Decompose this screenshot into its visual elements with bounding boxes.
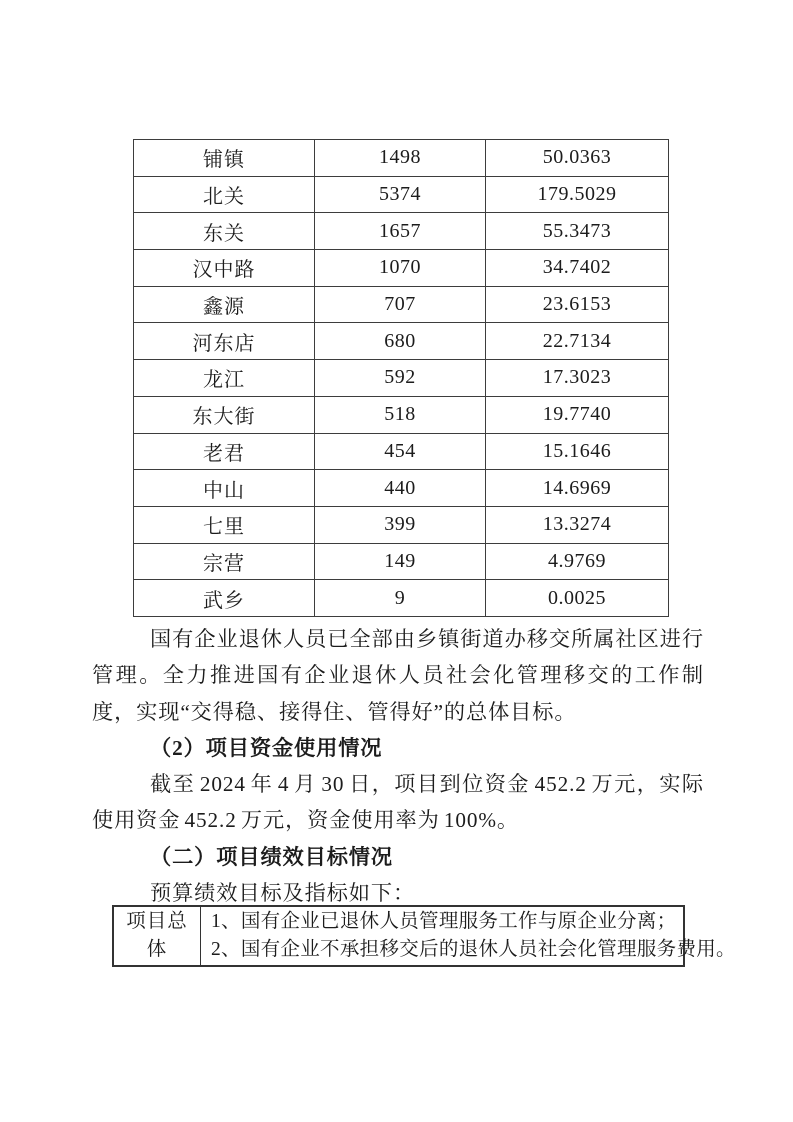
body-text-block xyxy=(92,621,704,911)
amount-cell: 0.0025 xyxy=(486,580,669,617)
goal-item-1: 1、国有企业已退休人员管理服务工作与原企业分离； xyxy=(211,911,677,932)
amount-cell: 34.7402 xyxy=(486,250,669,287)
count-cell: 454 xyxy=(315,433,486,470)
count-cell: 1070 xyxy=(315,250,486,287)
performance-goal-table xyxy=(112,905,736,967)
heading-fund-usage: （2）项目资金使用情况 xyxy=(150,735,383,760)
table-row xyxy=(134,323,669,360)
amount-cell: 13.3274 xyxy=(486,506,669,543)
amount-cell: 19.7740 xyxy=(486,396,669,433)
table-row xyxy=(134,543,669,580)
district-data-table xyxy=(133,139,669,617)
table-row xyxy=(134,470,669,507)
count-cell: 9 xyxy=(315,580,486,617)
goal-label-cell: 项目总体 xyxy=(113,906,201,966)
table-row xyxy=(134,286,669,323)
table-row xyxy=(134,580,669,617)
district-name-cell: 鑫源 xyxy=(134,286,315,323)
district-name-cell: 东关 xyxy=(134,213,315,250)
amount-cell: 50.0363 xyxy=(486,140,669,177)
district-name-cell: 北关 xyxy=(134,176,315,213)
count-cell: 149 xyxy=(315,543,486,580)
count-cell: 680 xyxy=(315,323,486,360)
count-cell: 518 xyxy=(315,396,486,433)
table-row xyxy=(113,906,684,966)
district-name-cell: 武乡 xyxy=(134,580,315,617)
count-cell: 1498 xyxy=(315,140,486,177)
district-name-cell: 汉中路 xyxy=(134,250,315,287)
table-row xyxy=(134,250,669,287)
count-cell: 592 xyxy=(315,360,486,397)
table-row xyxy=(134,396,669,433)
paragraph-fund-detail: 截至 2024 年 4 月 30 日，项目到位资金 452.2 万元，实际使用资金 452.2 万元，资金使用率为 100%。 xyxy=(92,772,704,833)
table-row xyxy=(134,176,669,213)
count-cell: 5374 xyxy=(315,176,486,213)
table-row xyxy=(134,433,669,470)
count-cell: 440 xyxy=(315,470,486,507)
amount-cell: 14.6969 xyxy=(486,470,669,507)
district-name-cell: 中山 xyxy=(134,470,315,507)
amount-cell: 22.7134 xyxy=(486,323,669,360)
amount-cell: 15.1646 xyxy=(486,433,669,470)
table-row xyxy=(134,506,669,543)
table-row xyxy=(134,360,669,397)
amount-cell: 55.3473 xyxy=(486,213,669,250)
district-name-cell: 七里 xyxy=(134,506,315,543)
amount-cell: 17.3023 xyxy=(486,360,669,397)
paragraph-target-intro: 预算绩效目标及指标如下： xyxy=(150,881,416,906)
district-name-cell: 龙江 xyxy=(134,360,315,397)
district-name-cell: 东大街 xyxy=(134,396,315,433)
paragraph-transfer-management: 国有企业退休人员已全部由乡镇街道办移交所属社区进行管理。全力推进国有企业退休人员社会化管理移交的工作制度，实现“交得稳、接得住、管得好”的总体目标。 xyxy=(92,627,704,724)
district-name-cell: 老君 xyxy=(134,433,315,470)
amount-cell: 179.5029 xyxy=(486,176,669,213)
count-cell: 707 xyxy=(315,286,486,323)
count-cell: 399 xyxy=(315,506,486,543)
count-cell: 1657 xyxy=(315,213,486,250)
goal-content-cell xyxy=(201,906,736,966)
heading-performance-target: （二）项目绩效目标情况 xyxy=(150,844,393,869)
district-name-cell: 铺镇 xyxy=(134,140,315,177)
amount-cell: 23.6153 xyxy=(486,286,669,323)
district-name-cell: 河东店 xyxy=(134,323,315,360)
table-row xyxy=(134,140,669,177)
goal-item-2: 2、国有企业不承担移交后的退休人员社会化管理服务费用。 xyxy=(211,939,736,960)
amount-cell: 4.9769 xyxy=(486,543,669,580)
district-name-cell: 宗营 xyxy=(134,543,315,580)
table-row xyxy=(134,213,669,250)
